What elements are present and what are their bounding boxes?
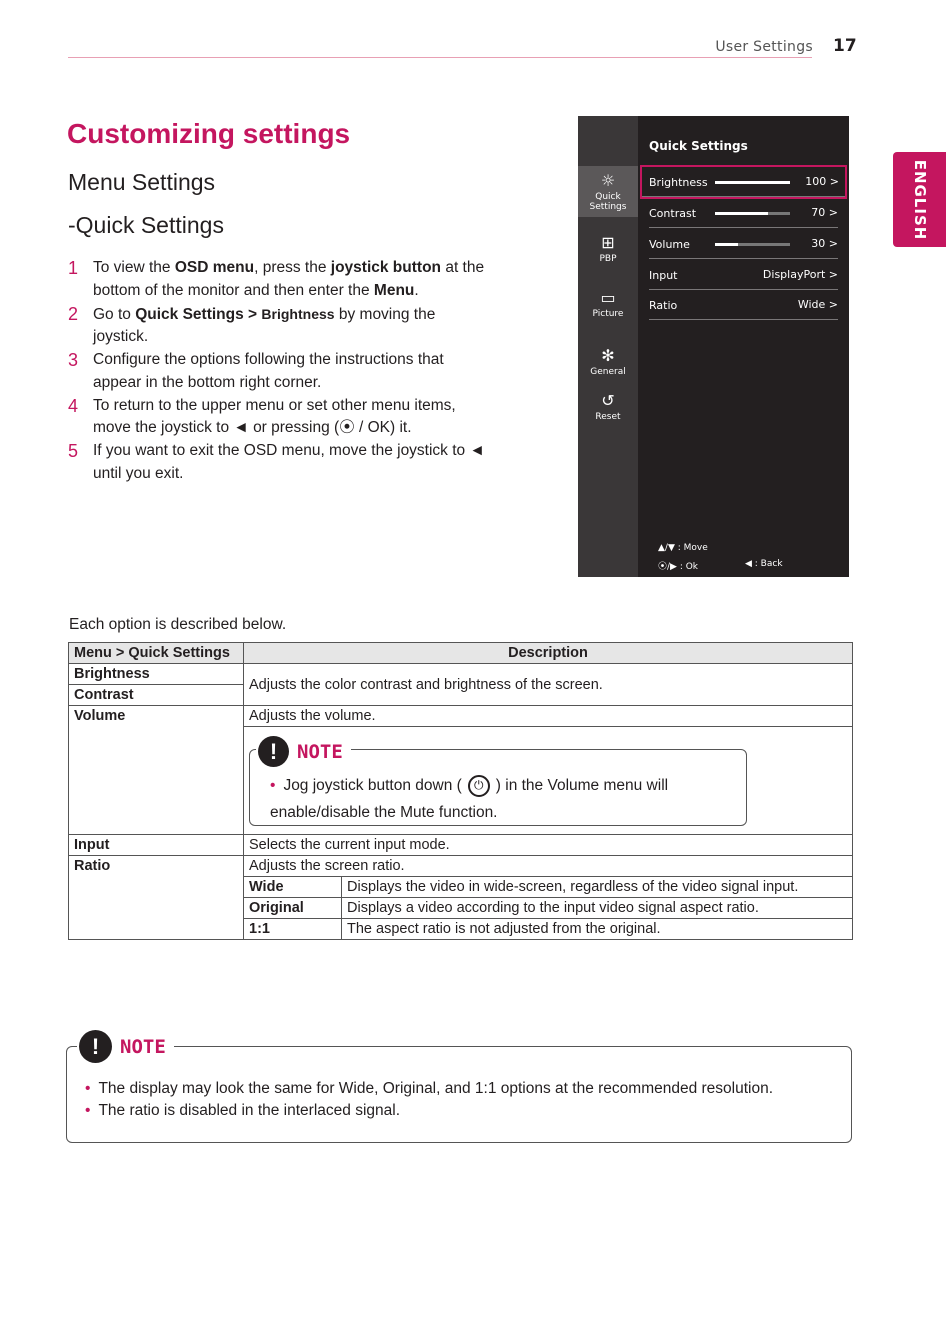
contrast-bar [715,212,790,215]
table-row [69,856,853,877]
language-tab-label: ENGLISH [910,159,929,240]
step-text: at the bottom of the monitor and then enter the [93,259,485,299]
option-volume: Volume [69,706,244,835]
step-text: To return to the upper menu or set other menu items, move the joystick to ◄ or pressing (⦿ / OK) it. [93,396,456,436]
volume-bar [715,243,790,246]
option-input: Input [69,835,244,856]
note-item-text: The display may look the same for Wide, Original, and 1:1 options at the recommended resolution. [98,1080,774,1097]
osd-sidebar-picture[interactable] [578,289,638,319]
note-item [85,1078,841,1100]
osd-sidebar-reset[interactable] [578,392,638,422]
option-brightness: Brightness [69,664,244,685]
osd-row-value: 30 > [811,237,838,250]
osd-hint-back: ◀ : Back [745,559,783,569]
step-text: Go to [93,305,136,323]
osd-row-value: Wide > [797,298,838,311]
option-description: Selects the current input mode. [244,835,853,856]
osd-hint-move: ▲/▼ : Move [658,543,708,553]
step-text: Configure the options following the instructions that appear in the bottom right corner. [93,351,444,391]
brightness-bar-fill [715,181,790,184]
col-header-description: Description [244,643,853,664]
osd-row-value: 100 > [805,175,839,188]
brightness-bar [715,181,790,184]
bullet-icon: • [270,777,276,794]
step-number: 3 [68,350,79,370]
bullet-icon: • [85,1102,91,1119]
step-number: 5 [68,441,79,461]
gear-icon: ✻ [601,346,615,365]
osd-row-label: Volume [649,238,690,251]
osd-row-label: Brightness [649,176,708,189]
step-text: by moving the joystick. [93,305,436,345]
language-tab [893,152,946,247]
table-row [69,664,853,685]
osd-row-value: 70 > [811,206,838,219]
osd-sidebar-label: Picture [592,309,624,319]
joystick-power-icon: ⏻ [468,775,490,797]
osd-row-label: Input [649,269,678,282]
page-number: 17 [833,36,857,56]
note-label: NOTE [297,740,343,763]
ratio-option-desc: Displays the video in wide-screen, regardless of the video signal input. [342,877,853,898]
pbp-icon: ⊞ [601,233,615,252]
osd-row-brightness[interactable] [642,167,845,197]
osd-sidebar-label: Reset [595,412,621,422]
step-number: 4 [68,395,79,416]
step-emphasis: joystick button [330,259,442,276]
picture-icon: ▭ [600,288,616,307]
col-header-menu: Menu > Quick Settings [69,643,244,664]
osd-row-contrast[interactable] [649,198,838,228]
step-item [68,257,488,302]
step-emphasis: OSD menu [174,259,255,276]
step-item [68,440,488,485]
volume-note [249,739,747,826]
note-list [85,1078,841,1122]
osd-hint-ok: ⦿/▶ : Ok [658,562,699,572]
note-label: NOTE [120,1035,166,1058]
contrast-bar-fill [715,212,768,215]
bullet-icon: • [85,1080,91,1097]
option-ratio: Ratio [69,856,244,940]
step-text: If you want to exit the OSD menu, move the joystick to ◄ until you exit. [93,442,485,482]
option-contrast: Contrast [69,685,244,706]
reset-icon: ↺ [601,391,615,410]
subsection-heading: -Quick Settings [68,212,224,238]
volume-note-cell [244,727,853,835]
note-text [270,772,736,826]
table-row [69,706,853,727]
bottom-note [66,1034,852,1143]
table-header-row [69,643,853,664]
step-emphasis: Brightness [261,305,335,322]
page-title: Customizing settings [67,118,351,149]
step-item [68,349,488,394]
step-text: . [414,281,419,299]
note-item [85,1100,841,1122]
table-intro: Each option is described below. [69,616,287,633]
osd-row-label: Ratio [649,299,678,312]
osd-sidebar-quick-settings[interactable] [578,166,638,217]
osd-sidebar-label: PBP [599,254,617,264]
option-description: Adjusts the screen ratio. [244,856,853,877]
volume-bar-fill [715,243,738,246]
step-text: , press the [254,259,331,276]
ratio-option-name: Original [244,898,342,919]
ratio-option-desc: The aspect ratio is not adjusted from the original. [342,919,853,940]
step-item [68,303,488,349]
note-header [77,1030,174,1063]
header-divider [68,57,812,58]
ratio-option-name: Wide [244,877,342,898]
step-emphasis: Quick Settings > [135,305,258,323]
osd-row-value: DisplayPort > [762,268,838,281]
step-text: To view the [93,259,175,276]
options-table [68,642,853,940]
ratio-option-desc: Displays a video according to the input video signal aspect ratio. [342,898,853,919]
osd-row-label: Contrast [649,207,697,220]
note-text-part: Jog joystick button down ( [283,777,462,794]
osd-menu-screenshot [578,116,849,577]
ratio-option-name: 1:1 [244,919,342,940]
table-row [69,835,853,856]
step-emphasis: Menu [373,281,415,299]
steps-list [68,257,488,486]
osd-title: Quick Settings [649,139,748,153]
osd-sidebar-general[interactable] [578,347,638,377]
osd-sidebar [578,116,638,577]
osd-sidebar-pbp[interactable] [578,234,638,264]
osd-sidebar-label: General [590,367,626,377]
osd-sidebar-label: Quick Settings [589,192,627,212]
osd-row-volume[interactable] [649,229,838,259]
step-number: 1 [68,258,79,278]
step-item [68,395,488,440]
exclamation-icon: ! [258,736,289,767]
sun-icon: ☼ [600,171,616,190]
note-item-text: The ratio is disabled in the interlaced signal. [98,1102,400,1119]
note-header [256,736,351,767]
note-text-part: ) in the Volume menu will enable/disable the Mute function. [270,777,669,821]
osd-row-input[interactable] [649,260,838,290]
section-heading: Menu Settings [68,169,216,195]
option-description: Adjusts the color contrast and brightness of the screen. [244,664,853,706]
option-description: Adjusts the volume. [244,706,853,727]
running-header: User Settings [715,39,813,55]
exclamation-icon: ! [79,1030,112,1063]
step-number: 2 [68,303,79,324]
osd-row-ratio[interactable] [649,290,838,320]
